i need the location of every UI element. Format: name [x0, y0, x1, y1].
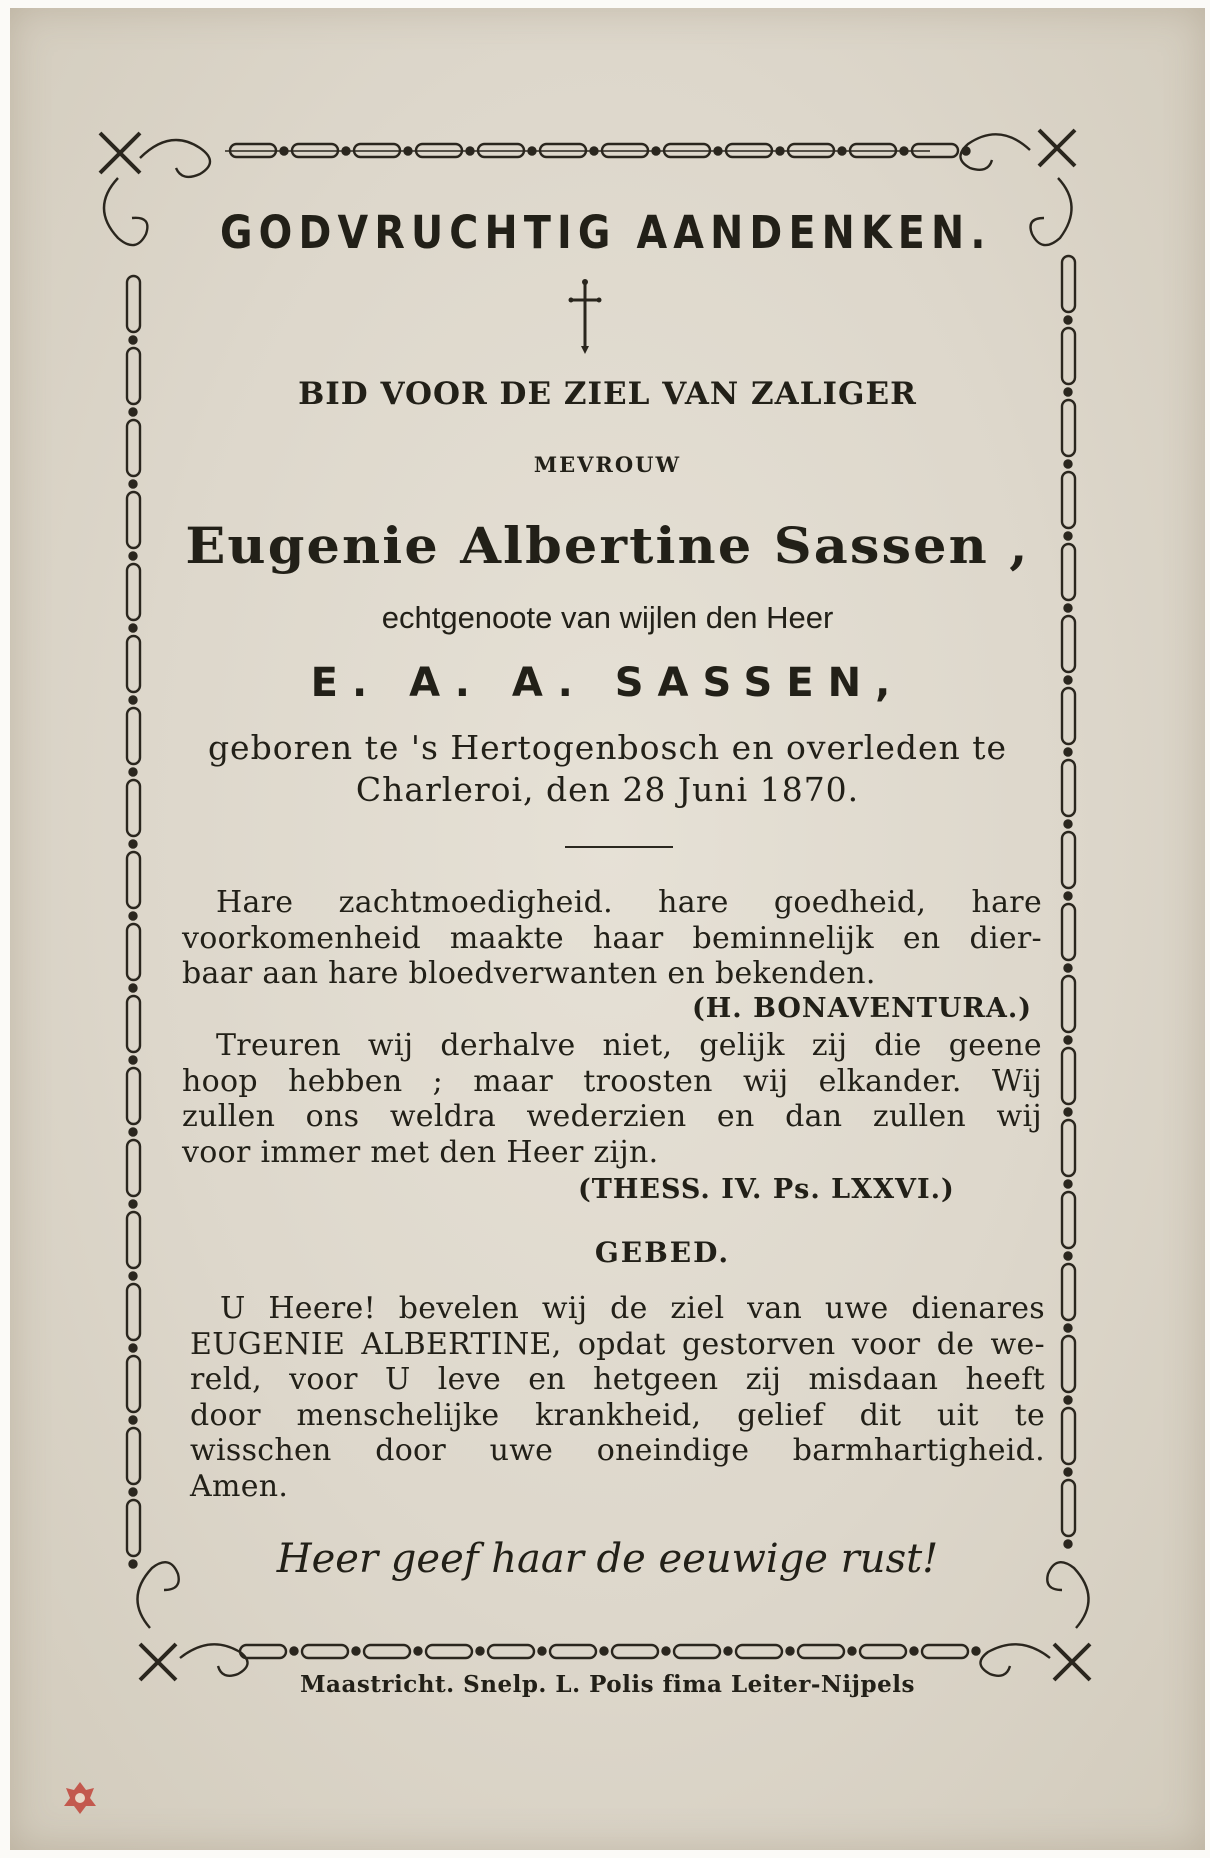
invocation-line: BID VOOR DE ZIEL VAN ZALIGER — [298, 376, 917, 412]
border-bead — [130, 1057, 137, 1064]
border-bead — [291, 1648, 298, 1655]
deceased-name: Eugenie Albertine Sassen , — [185, 516, 1030, 575]
quote-1-source: (H. BONAVENTURA.) — [692, 993, 1032, 1024]
quote-line: voorkomenheid maakte haar beminnelijk en dier- — [182, 920, 1042, 956]
border-link — [127, 996, 140, 1052]
border-bead — [973, 1648, 980, 1655]
border-bead — [1065, 1181, 1072, 1188]
border-link — [922, 1645, 968, 1658]
border-bead — [653, 148, 660, 155]
border-link — [1062, 832, 1075, 888]
border-bead — [1065, 893, 1072, 900]
border-bead — [415, 1648, 422, 1655]
border-bead — [1065, 1469, 1072, 1476]
border-link — [488, 1645, 534, 1658]
border-link — [1062, 976, 1075, 1032]
border-link — [674, 1645, 720, 1658]
prayer-line: EUGENIE ALBERTINE, opdat gestorven voor de we- — [190, 1326, 1045, 1362]
quote-2 — [182, 1028, 1042, 1170]
quote-line: hoop hebben ; maar troosten wij elkander. Wij — [182, 1063, 1042, 1099]
prayer-text — [190, 1291, 1045, 1504]
border-link — [127, 276, 140, 332]
border-bead — [715, 148, 722, 155]
prayer-line: door menschelijke krankheid, gelief dit uit te — [190, 1397, 1045, 1433]
border-bead — [130, 913, 137, 920]
border-bead — [1065, 1037, 1072, 1044]
border-bead — [839, 148, 846, 155]
border-bead — [1065, 965, 1072, 972]
border-link — [364, 1645, 410, 1658]
border-link — [127, 1068, 140, 1124]
honorific: MEVROUW — [533, 452, 682, 477]
border-link — [127, 1356, 140, 1412]
quote-line: zullen ons weldra wederzien en dan zullen wij — [182, 1099, 1042, 1134]
border-bead — [911, 1648, 918, 1655]
border-link — [1062, 1120, 1075, 1176]
border-bead — [529, 148, 536, 155]
border-bead — [130, 1201, 137, 1208]
border-bead — [130, 985, 137, 992]
birth-death-line-1: geboren te 's Hertogenbosch en overleden te — [207, 728, 1008, 767]
border-link — [1062, 1480, 1075, 1536]
quote-line: baar aan hare bloedverwanten en bekenden. — [182, 956, 876, 991]
red-crest-stamp-icon — [60, 1778, 100, 1816]
border-bead — [591, 148, 598, 155]
border-bead — [130, 481, 137, 488]
border-link — [612, 1645, 658, 1658]
quote-line: Treuren wij derhalve niet, gelijk zij die geene — [216, 1028, 1042, 1063]
border-bead — [130, 1417, 137, 1424]
border-bead — [1065, 317, 1072, 324]
border-bead — [130, 337, 137, 344]
border-link — [302, 1645, 348, 1658]
border-bead — [477, 1648, 484, 1655]
memorial-card — [10, 8, 1205, 1850]
spouse-line: echtgenoote van wijlen den Heer — [381, 600, 834, 635]
closing-prayer: Heer geef haar de eeuwige rust! — [276, 1536, 939, 1582]
border-bead — [130, 1129, 137, 1136]
border-link — [1062, 904, 1075, 960]
border-link — [736, 1645, 782, 1658]
border-link — [1062, 1336, 1075, 1392]
border-bead — [1065, 1109, 1072, 1116]
border-bead — [353, 1648, 360, 1655]
border-bead — [1065, 1325, 1072, 1332]
border-link — [860, 1645, 906, 1658]
border-bead — [130, 1345, 137, 1352]
quote-line: voor immer met den Heer zijn. — [182, 1134, 659, 1170]
printer-imprint: Maastricht. Snelp. L. Polis fima Leiter-Nijpels — [300, 1671, 915, 1698]
prayer-line: wisschen door uwe oneindige barmhartigheid. — [190, 1433, 1045, 1468]
border-bead — [130, 841, 137, 848]
border-bead — [725, 1648, 732, 1655]
border-link — [127, 1428, 140, 1484]
birth-death-line-2: Charleroi, den 28 Juni 1870. — [355, 770, 860, 809]
border-link — [1062, 1408, 1075, 1464]
border-bead — [281, 148, 288, 155]
prayer-line: reld, voor U leve en hetgeen zij misdaan heeft — [190, 1362, 1045, 1397]
card-title: GODVRUCHTIG AANDENKEN. — [220, 206, 992, 259]
border-link — [426, 1645, 472, 1658]
border-bead — [787, 1648, 794, 1655]
border-bead — [777, 148, 784, 155]
border-bead — [663, 1648, 670, 1655]
border-link — [798, 1645, 844, 1658]
prayer-heading: GEBED. — [594, 1236, 731, 1269]
border-bead — [130, 1273, 137, 1280]
border-bead — [539, 1648, 546, 1655]
border-link — [127, 924, 140, 980]
border-link — [1062, 1264, 1075, 1320]
latin-cross-icon — [565, 276, 605, 356]
border-bead — [405, 148, 412, 155]
border-bead — [130, 1489, 137, 1496]
border-link — [127, 1284, 140, 1340]
border-link — [127, 1140, 140, 1196]
border-bead — [849, 1648, 856, 1655]
border-link — [550, 1645, 596, 1658]
quote-line: Hare zachtmoedigheid. hare goedheid, hare — [216, 885, 1042, 920]
border-bead — [1065, 821, 1072, 828]
prayer-line: U Heere! bevelen wij de ziel van uwe dienares — [220, 1291, 1045, 1326]
border-link — [1062, 1048, 1075, 1104]
spouse-name: E. A. A. SASSEN, — [310, 660, 905, 706]
border-link — [240, 1645, 286, 1658]
border-link — [1062, 256, 1075, 312]
border-bead — [467, 148, 474, 155]
border-bead — [901, 148, 908, 155]
quote-2-source: (THESS. IV. Ps. LXXVI.) — [578, 1174, 955, 1205]
border-bead — [343, 148, 350, 155]
prayer-line: Amen. — [190, 1468, 289, 1504]
border-bead — [601, 1648, 608, 1655]
divider — [565, 846, 673, 848]
quote-1 — [182, 885, 1042, 992]
border-bead — [1065, 1397, 1072, 1404]
border-link — [127, 852, 140, 908]
